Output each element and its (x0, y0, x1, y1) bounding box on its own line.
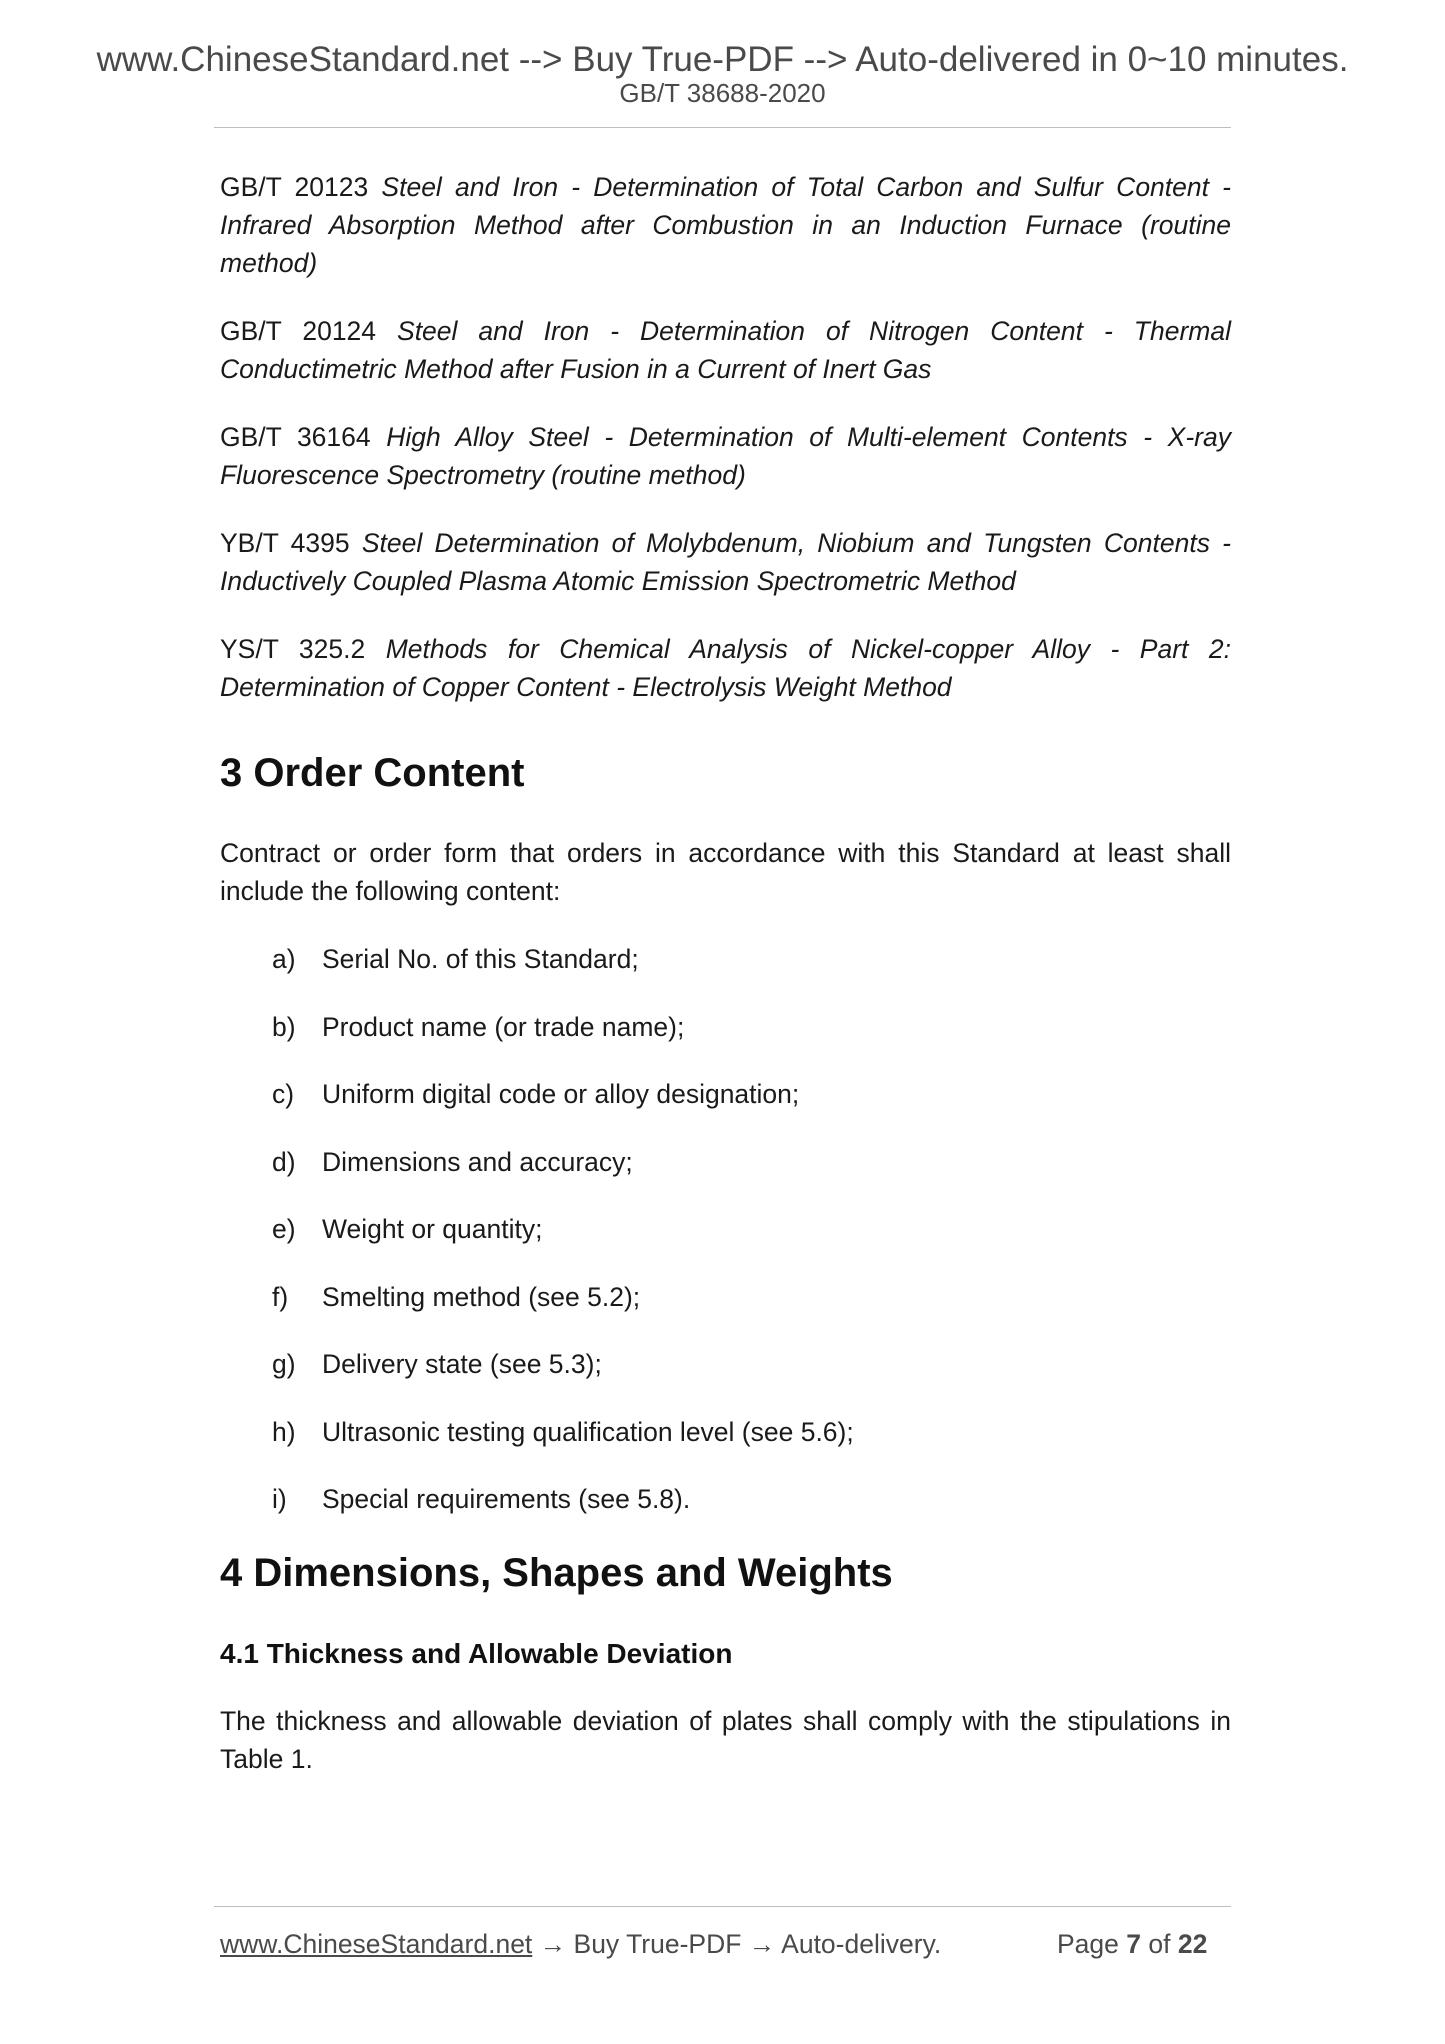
list-item (220, 1345, 1231, 1383)
list-text: Dimensions and accuracy; (322, 1146, 633, 1177)
section-4-heading: 4 Dimensions, Shapes and Weights (220, 1550, 893, 1595)
page-label: Page (1057, 1929, 1119, 1959)
list-text: Weight or quantity; (322, 1214, 543, 1244)
footer-divider (214, 1906, 1231, 1907)
reference-item (220, 168, 1231, 282)
reference-code: YS/T 325.2 (220, 634, 366, 664)
reference-item (220, 630, 1231, 706)
list-marker: c) (272, 1079, 295, 1109)
list-item (220, 1143, 1231, 1181)
footer-link[interactable]: www.ChineseStandard.net (220, 1929, 533, 1959)
reference-title: Methods for Chemical Analysis of Nickel-copper Alloy - Part 2: Determination of Copper Content - Electrolysis Weight Method (220, 634, 1231, 702)
page-current: 7 (1126, 1929, 1142, 1959)
header-divider (214, 127, 1231, 128)
section-3-intro: Contract or order form that orders in accordance with this Standard at least shall include the following content: (220, 838, 1231, 906)
header-doc-code: GB/T 38688-2020 (619, 78, 826, 108)
list-item (220, 940, 1231, 978)
section-4-1-heading: 4.1 Thickness and Allowable Deviation (220, 1637, 733, 1669)
list-marker: f) (272, 1281, 289, 1312)
page-total: 22 (1177, 1929, 1208, 1959)
page-number (1057, 1926, 1207, 1962)
reference-title: Steel and Iron - Determination of Nitrogen Content - Thermal Conductimetric Method after Fusion in a Current of Inert Gas (220, 316, 1231, 384)
list-marker: e) (272, 1214, 296, 1244)
reference-title: Steel and Iron - Determination of Total Carbon and Sulfur Content - Infrared Absorption Method after Combustion in an Induction Furnace (routine method) (220, 172, 1231, 278)
reference-item (220, 312, 1231, 388)
list-text: Special requirements (see 5.8). (322, 1484, 691, 1514)
reference-code: YB/T 4395 (220, 528, 350, 558)
section-4-1-text: The thickness and allowable deviation of plates shall comply with the stipulations in Table 1. (220, 1705, 1231, 1774)
list-text: Serial No. of this Standard; (322, 944, 639, 974)
header-banner: www.ChineseStandard.net --> Buy True-PDF --> Auto-delivered in 0~10 minutes. (96, 40, 1349, 79)
footer-promo (220, 1926, 941, 1962)
reference-code: GB/T 20123 (220, 172, 369, 202)
footer-promo-text: → Buy True-PDF → Auto-delivery. (532, 1929, 942, 1959)
list-marker: b) (272, 1011, 296, 1042)
list-text: Ultrasonic testing qualification level (see 5.6); (322, 1416, 854, 1447)
list-marker: h) (272, 1416, 296, 1447)
list-item (220, 1278, 1231, 1316)
list-marker: a) (272, 944, 296, 974)
list-item (220, 1413, 1231, 1451)
list-item (220, 1075, 1231, 1113)
list-text: Uniform digital code or alloy designation; (322, 1079, 800, 1109)
list-text: Smelting method (see 5.2); (322, 1281, 641, 1312)
reference-code: GB/T 36164 (220, 422, 371, 452)
section-3-heading: 3 Order Content (220, 751, 525, 795)
list-item (220, 1480, 1231, 1518)
list-item (220, 1008, 1231, 1046)
list-item (220, 1210, 1231, 1248)
page-of-label: of (1148, 1929, 1171, 1959)
list-marker: i) (272, 1484, 287, 1514)
list-marker: d) (272, 1146, 296, 1177)
reference-code: GB/T 20124 (220, 316, 377, 346)
list-text: Delivery state (see 5.3); (322, 1349, 602, 1379)
page-body (220, 168, 1231, 1778)
list-text: Product name (or trade name); (322, 1011, 685, 1042)
reference-title: High Alloy Steel - Determination of Multi-element Contents - X-ray Fluorescence Spectrometry (routine method) (220, 422, 1231, 490)
reference-title: Steel Determination of Molybdenum, Niobium and Tungsten Contents - Inductively Coupled Plasma Atomic Emission Spectrometric Method (220, 528, 1231, 596)
order-content-list (220, 940, 1231, 1518)
reference-item (220, 418, 1231, 494)
reference-item (220, 524, 1231, 600)
list-marker: g) (272, 1349, 296, 1379)
